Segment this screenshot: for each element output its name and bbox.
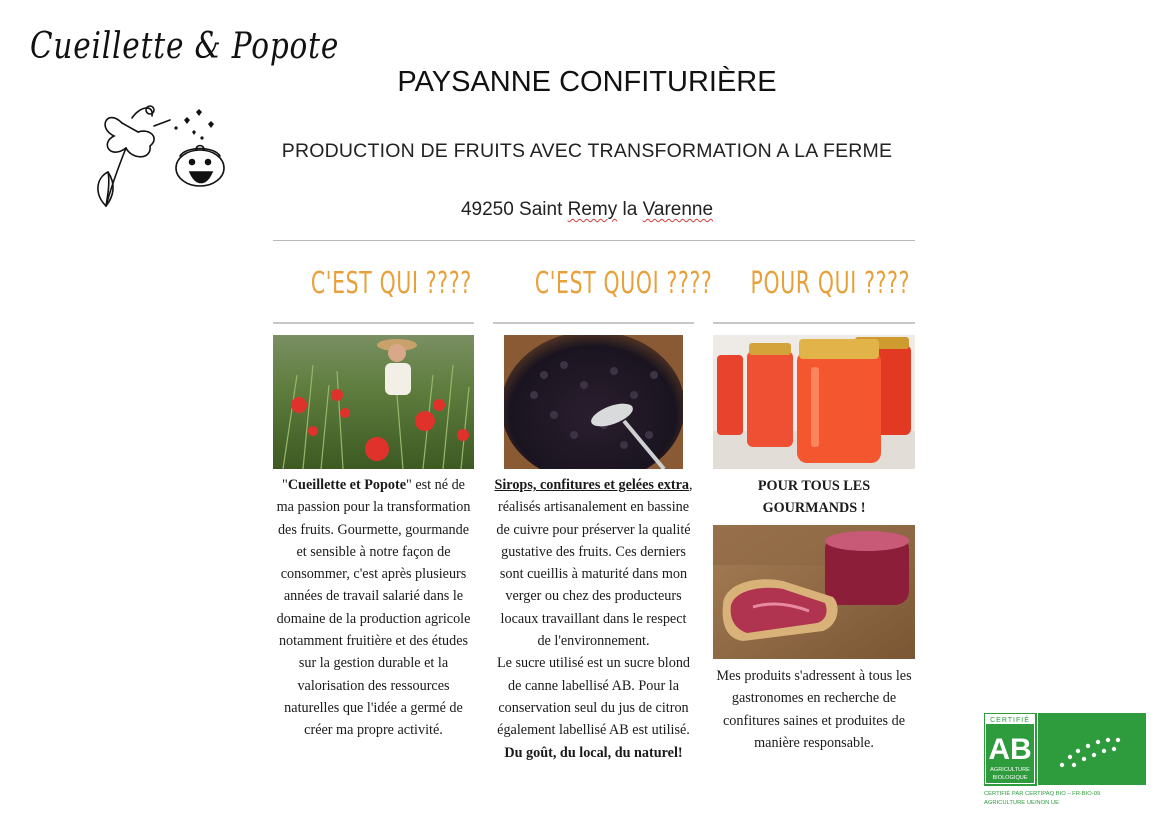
photo-fruit-picking-field	[273, 335, 474, 469]
ab-footer-line1: CERTIFIÉ PAR CERTIPAQ BIO – FR-BIO-09	[984, 791, 1101, 797]
fairy-jam-illustration	[92, 98, 242, 210]
address-word-la: la	[622, 199, 638, 220]
ab-line2: BIOLOGIQUE	[992, 775, 1028, 781]
column-text-qui: "Cueillette et Popote" est né de ma passion pour la transformation des fruits. Gourmette, gourmande et sensible à notre façon de consommer, c'est après plusieurs années de travail salarié dans le domaine de la production agricole notamment fruitière et des études sur la gestion durable et la valorisation des ressources naturelles que l'idée a germé de créer ma propre activité.	[276, 477, 471, 739]
photo-jelly-jars	[713, 335, 915, 469]
address-word-varenne: Varenne	[642, 199, 714, 220]
ab-certifie-text: CERTIFIÉ	[990, 717, 1030, 724]
ab-letters: AB	[988, 733, 1032, 766]
closing-slogan: Du goût, du local, du naturel!	[504, 744, 683, 761]
page-title: PAYSANNE CONFITURIÈRE	[397, 66, 777, 98]
address	[274, 199, 900, 221]
address-word-remy: Remy	[567, 199, 618, 220]
ab-footer-line2: AGRICULTURE UE/NON UE	[984, 800, 1059, 806]
column-text-quoi: Sirops, confitures et gelées extra, réalisés artisanalement en bassine de cuivre pour préserver la qualité gustative des fruits. Ces derniers sont cueillis à maturité dans mon verger ou chez des producteurs locaux travaillant dans le respect de l'environnement. Le sucre utilisé est un sucre blond de canne labellisé AB. Pour la conservation seul du jus de citron également labellisé AB est utilisé. Du goût, du local, du naturel!	[494, 477, 693, 761]
ab-line1: AGRICULTURE	[990, 767, 1030, 773]
column-heading-pour-qui: POUR QUI ????	[713, 266, 915, 324]
column-text-pour-qui: Mes produits s'adressent à tous les gastronomes en recherche de confitures saines et produites de manière responsable.	[716, 668, 912, 751]
brand-name-bold: Cueillette et Popote	[287, 477, 406, 493]
ab-organic-certification-logo	[984, 713, 1146, 813]
column-heading-qui: C'EST QUI ????	[273, 266, 474, 324]
column-heading-quoi: C'EST QUOI ????	[493, 266, 694, 324]
photo-blackcurrant-basin	[504, 335, 683, 469]
header-divider	[273, 240, 915, 241]
address-postcode: 49250 Saint	[460, 199, 563, 220]
page-subtitle: PRODUCTION DE FRUITS AVEC TRANSFORMATION A LA FERME	[281, 140, 893, 162]
products-link[interactable]: Sirops, confitures et gelées extra	[494, 477, 689, 493]
photo-jam-toast	[713, 525, 915, 659]
brand-logo-text: Cueillette & Popote	[30, 26, 340, 67]
tagline-gourmands: POUR TOUS LES GOURMANDS !	[757, 478, 871, 516]
